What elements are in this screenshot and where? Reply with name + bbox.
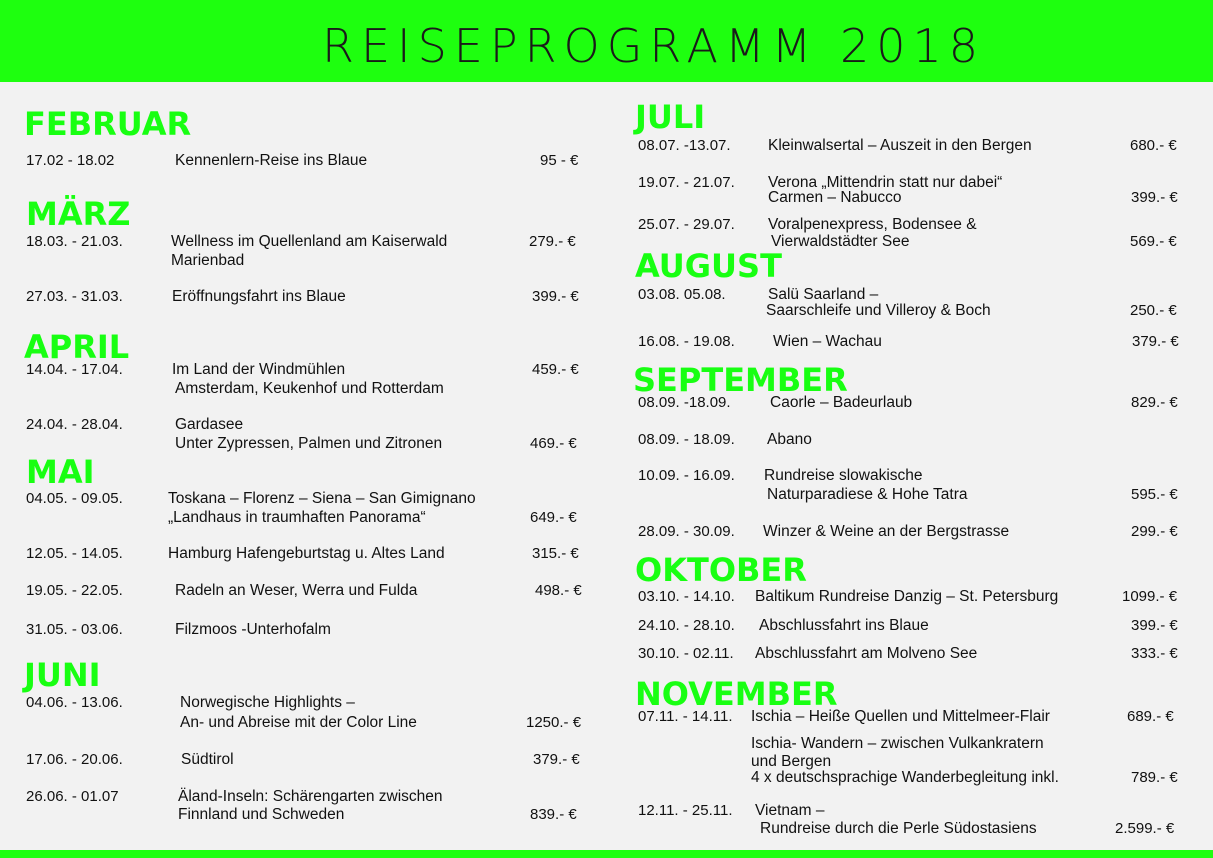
entry-date: 07.11. - 14.11.: [638, 708, 733, 725]
entry-price: 689.- €: [1127, 708, 1174, 725]
entry-title: Südtirol: [181, 751, 234, 768]
entry-subtitle: Finnland und Schweden: [178, 806, 345, 823]
entry-date: 04.05. - 09.05.: [26, 490, 123, 507]
entry-title: Salü Saarland –: [768, 286, 879, 303]
month-heading-september: SEPTEMBER: [633, 361, 848, 399]
entry-price: 399.- €: [1131, 189, 1178, 206]
entry-price: 595.- €: [1131, 486, 1178, 503]
entry-date: 12.11. - 25.11.: [638, 802, 733, 819]
entry-date: 12.05. - 14.05.: [26, 545, 123, 562]
page-title: REISEPROGRAMM 2018: [322, 19, 986, 73]
entry-price: 379.- €: [533, 751, 580, 768]
entry-title: Norwegische Highlights –: [180, 694, 355, 711]
entry-date: 26.06. - 01.07: [26, 788, 119, 805]
entry-date: 14.04. - 17.04.: [26, 361, 123, 378]
month-heading-april: APRIL: [24, 328, 130, 366]
entry-date: 08.07. -13.07.: [638, 137, 731, 154]
entry-date: 03.08. 05.08.: [638, 286, 726, 303]
entry-date: 16.08. - 19.08.: [638, 333, 735, 350]
entry-subtitle: Carmen – Nabucco: [768, 189, 902, 206]
entry-subtitle: „Landhaus in traumhaften Panorama“: [168, 509, 426, 526]
entry-title: Vietnam –: [755, 802, 825, 819]
entry-date: 10.09. - 16.09.: [638, 467, 735, 484]
footer-bar: [0, 850, 1213, 858]
entry-title: Baltikum Rundreise Danzig – St. Petersburg: [755, 588, 1059, 605]
month-heading-november: NOVEMBER: [635, 675, 838, 713]
entry-subtitle: Unter Zypressen, Palmen und Zitronen: [175, 435, 443, 452]
entry-title: Kleinwalsertal – Auszeit in den Bergen: [768, 137, 1032, 154]
month-heading-maerz: MÄRZ: [26, 195, 131, 233]
entry-date: 30.10. - 02.11.: [638, 645, 734, 662]
entry-date: 28.09. - 30.09.: [638, 523, 735, 540]
entry-title: Winzer & Weine an der Bergstrasse: [763, 523, 1010, 540]
entry-price: 333.- €: [1131, 645, 1178, 662]
entry-date: 25.07. - 29.07.: [638, 216, 735, 233]
month-heading-juli: JULI: [635, 98, 706, 136]
entry-date: 31.05. - 03.06.: [26, 621, 123, 638]
entry-date: 08.09. -18.09.: [638, 394, 731, 411]
entry-price: 250.- €: [1130, 302, 1177, 319]
entry-title: Hamburg Hafengeburtstag u. Altes Land: [168, 545, 445, 562]
entry-title: Verona „Mittendrin statt nur dabei“: [768, 174, 1003, 191]
entry-note: 4 x deutschsprachige Wanderbegleitung inkl.: [751, 769, 1059, 786]
entry-price: 2.599.- €: [1115, 820, 1175, 837]
entry-date: 19.05. - 22.05.: [26, 582, 123, 599]
entry-subtitle: An- und Abreise mit der Color Line: [180, 714, 417, 731]
entry-price: 399.- €: [532, 288, 579, 305]
entry-price: 498.- €: [535, 582, 582, 599]
entry-title: Äland-Inseln: Schärengarten zwischen: [178, 788, 443, 805]
entry-date: 24.10. - 28.10.: [638, 617, 735, 634]
entry-date: 04.06. - 13.06.: [26, 694, 123, 711]
entry-date: 24.04. - 28.04.: [26, 416, 123, 433]
entry-title: Wellness im Quellenland am Kaiserwald: [171, 233, 448, 250]
entry-title: Ischia- Wandern – zwischen Vulkankratern: [751, 735, 1044, 752]
month-heading-mai: MAI: [26, 453, 95, 491]
entry-title: Im Land der Windmühlen: [172, 361, 346, 378]
entry-price: 459.- €: [532, 361, 579, 378]
entry-price: 680.- €: [1130, 137, 1177, 154]
entry-price: 789.- €: [1131, 769, 1178, 786]
entry-price: 279.- €: [529, 233, 576, 250]
entry-subtitle: Naturparadiese & Hohe Tatra: [767, 486, 968, 503]
entry-date: 18.03. - 21.03.: [26, 233, 123, 250]
entry-title: Ischia – Heiße Quellen und Mittelmeer-Flair: [751, 708, 1050, 725]
entry-subtitle: und Bergen: [751, 753, 832, 770]
entry-title: Radeln an Weser, Werra und Fulda: [175, 582, 418, 599]
entry-price: 95 - €: [540, 152, 579, 169]
entry-title: Gardasee: [175, 416, 244, 433]
month-heading-august: AUGUST: [635, 247, 782, 285]
entry-subtitle: Saarschleife und Villeroy & Boch: [766, 302, 991, 319]
entry-price: 649.- €: [530, 509, 577, 526]
entry-subtitle: Amsterdam, Keukenhof und Rotterdam: [175, 380, 444, 397]
entry-price: 399.- €: [1131, 617, 1178, 634]
entry-title: Rundreise slowakische: [764, 467, 923, 484]
entry-subtitle: Rundreise durch die Perle Südostasiens: [760, 820, 1037, 837]
entry-price: 379.- €: [1132, 333, 1179, 350]
entry-date: 17.02 - 18.02: [26, 152, 115, 169]
entry-date: 03.10. - 14.10.: [638, 588, 735, 605]
entry-price: 839.- €: [530, 806, 577, 823]
entry-title: Filzmoos -Unterhofalm: [175, 621, 331, 638]
entry-price: 1099.- €: [1122, 588, 1178, 605]
entry-subtitle: Vierwaldstädter See: [771, 233, 910, 250]
entry-title: Abano: [767, 431, 812, 448]
entry-price: 569.- €: [1130, 233, 1177, 250]
month-heading-juni: JUNI: [24, 656, 101, 694]
entry-title: Abschlussfahrt am Molveno See: [755, 645, 978, 662]
entry-price: 1250.- €: [526, 714, 582, 731]
entry-date: 08.09. - 18.09.: [638, 431, 735, 448]
entry-subtitle: Marienbad: [171, 252, 245, 269]
entry-date: 27.03. - 31.03.: [26, 288, 123, 305]
entry-title: Abschlussfahrt ins Blaue: [759, 617, 929, 634]
entry-title: Toskana – Florenz – Siena – San Gimignano: [168, 490, 476, 507]
entry-title: Caorle – Badeurlaub: [770, 394, 913, 411]
entry-title: Wien – Wachau: [773, 333, 882, 350]
entry-price: 315.- €: [532, 545, 579, 562]
entry-title: Kennenlern-Reise ins Blaue: [175, 152, 368, 169]
entry-price: 829.- €: [1131, 394, 1178, 411]
entry-title: Voralpenexpress, Bodensee &: [768, 216, 977, 233]
month-heading-februar: FEBRUAR: [24, 105, 192, 143]
entry-title: Eröffnungsfahrt ins Blaue: [172, 288, 346, 305]
month-heading-oktober: OKTOBER: [635, 551, 807, 589]
entry-price: 299.- €: [1131, 523, 1178, 540]
entry-date: 19.07. - 21.07.: [638, 174, 735, 191]
entry-price: 469.- €: [530, 435, 577, 452]
entry-date: 17.06. - 20.06.: [26, 751, 123, 768]
